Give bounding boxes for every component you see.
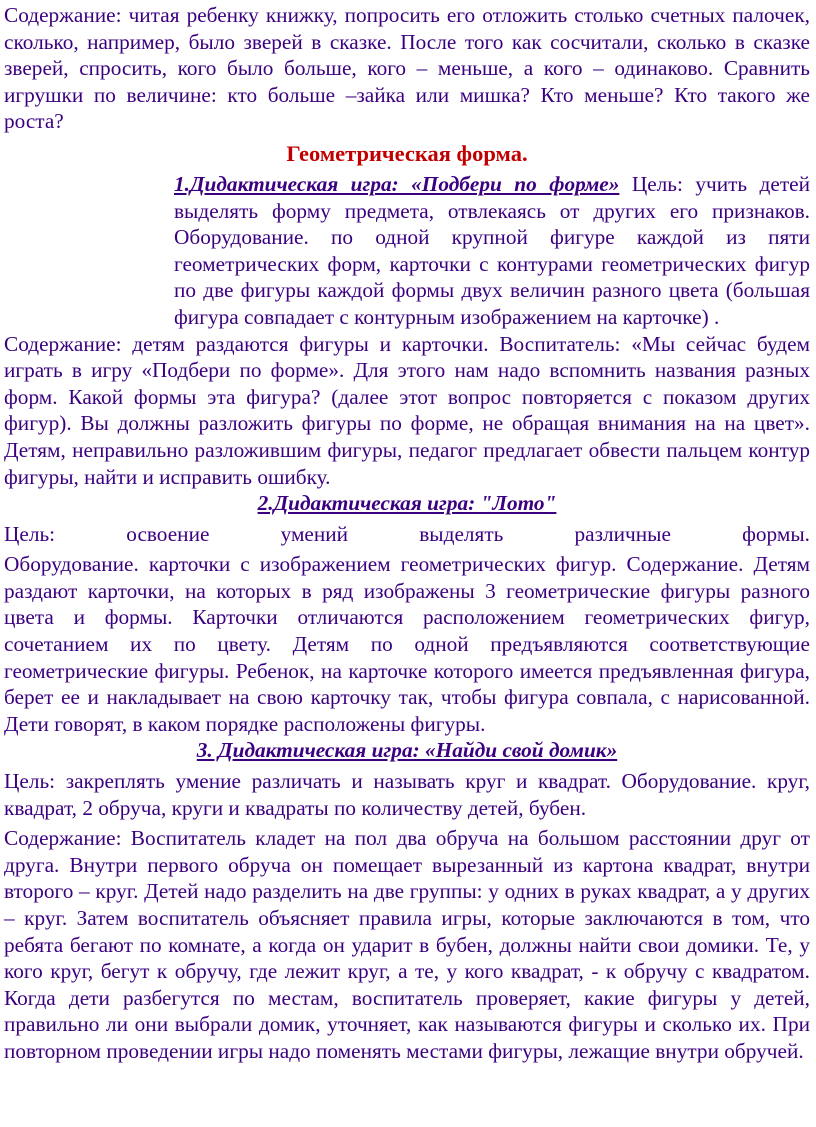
intro-paragraph: Содержание: читая ребенку книжку, попросить его отложить столько счетных палочек, сколько, например, было зверей в сказке. После того как сосчитали, сколько в сказке зверей, спросить, кого было больше, кого – меньше, а кого – одинаково. Сравнить игрушки по величине: кто больше –зайка или мишка? Кто меньше? Кто такого же роста? — [4, 3, 810, 134]
game1-title: 1.Дидактическая игра: «Подбери по форме» — [174, 171, 620, 196]
game3-content: Содержание: Воспитатель кладет на пол два обруча на большом расстоянии друг от друга. Внутри первого обруча он помещает вырезанный из картона квадрат, внутри второго – круг. Детей надо разделить на две группы: у одних в руках квадрат, а у других – круг. Затем воспитатель объясняет правила игры, которые заключаются в том, что ребята бегают по комнате, а когда он ударит в бубен, должны найти свои домики. Те, у кого круг, бегут к обручу, где лежит круг, а те, у кого квадрат, - к обручу с квадратом. Когда дети разбегутся по местам, воспитатель проверяет, какие фигуры у детей, правильно ли они выбрали домик, уточняет, как называются фигуры и сколько их. При повторном проведении игры надо поменять местами фигуры, лежащие внутри обручей. — [4, 826, 810, 1063]
game2-title: 2.Дидактическая игра: "Лото" — [257, 491, 557, 516]
game3-goal-equipment: Цель: закреплять умение различать и называть круг и квадрат. Оборудование. круг, квадрат, 2 обруча, круги и квадраты по количеству детей, бубен. — [4, 769, 810, 820]
game3-title: 3. Дидактическая игра: «Найди свой домик» — [196, 738, 618, 763]
game2-goal: Цель: освоение умений выделять различные формы. — [4, 521, 810, 546]
game2-body: Оборудование. карточки с изображением геометрических фигур. Содержание. Детям раздают карточки, на которых в ряд изображены 3 геометрические фигуры разного цвета и формы. Карточки отличаются расположением геометрических фигур, сочетанием их по цвету. Детям по одной предъявляются соответствующие геометрические фигуры. Ребенок, на карточке которого имеется предъявленная фигура, берет ее и накладывает на свою карточку так, чтобы фигура совпала, с нарисованной. Дети говорят, в каком порядке расположены фигуры. — [4, 552, 810, 736]
game1-goal-equipment: Цель: учить детей выделять форму предмета, отвлекаясь от других его признаков. Оборудование. по одной крупной фигуре каждой из пяти геометрических форм, карточки с контурами геометрических фигур по две фигуры каждой формы двух величин разного цвета (большая фигура совпадает с контурным изображением на карточке) . — [174, 171, 810, 329]
section-heading: Геометрическая форма. — [286, 140, 528, 166]
game1-content: Содержание: детям раздаются фигуры и карточки. Воспитатель: «Мы сейчас будем играть в игру «Подбери по форме». Для этого нам надо вспомнить названия разных форм. Какой формы эта фигура? (далее этот вопрос повторяется с показом других фигур). Вы должны разложить фигуры по форме, не обращая внимания на на цвет». Детям, неправильно разложившим фигуры, педагог предлагает обвести пальцем контур фигуры, найти и исправить ошибку. — [4, 331, 810, 489]
game1-paragraph — [4, 171, 810, 331]
